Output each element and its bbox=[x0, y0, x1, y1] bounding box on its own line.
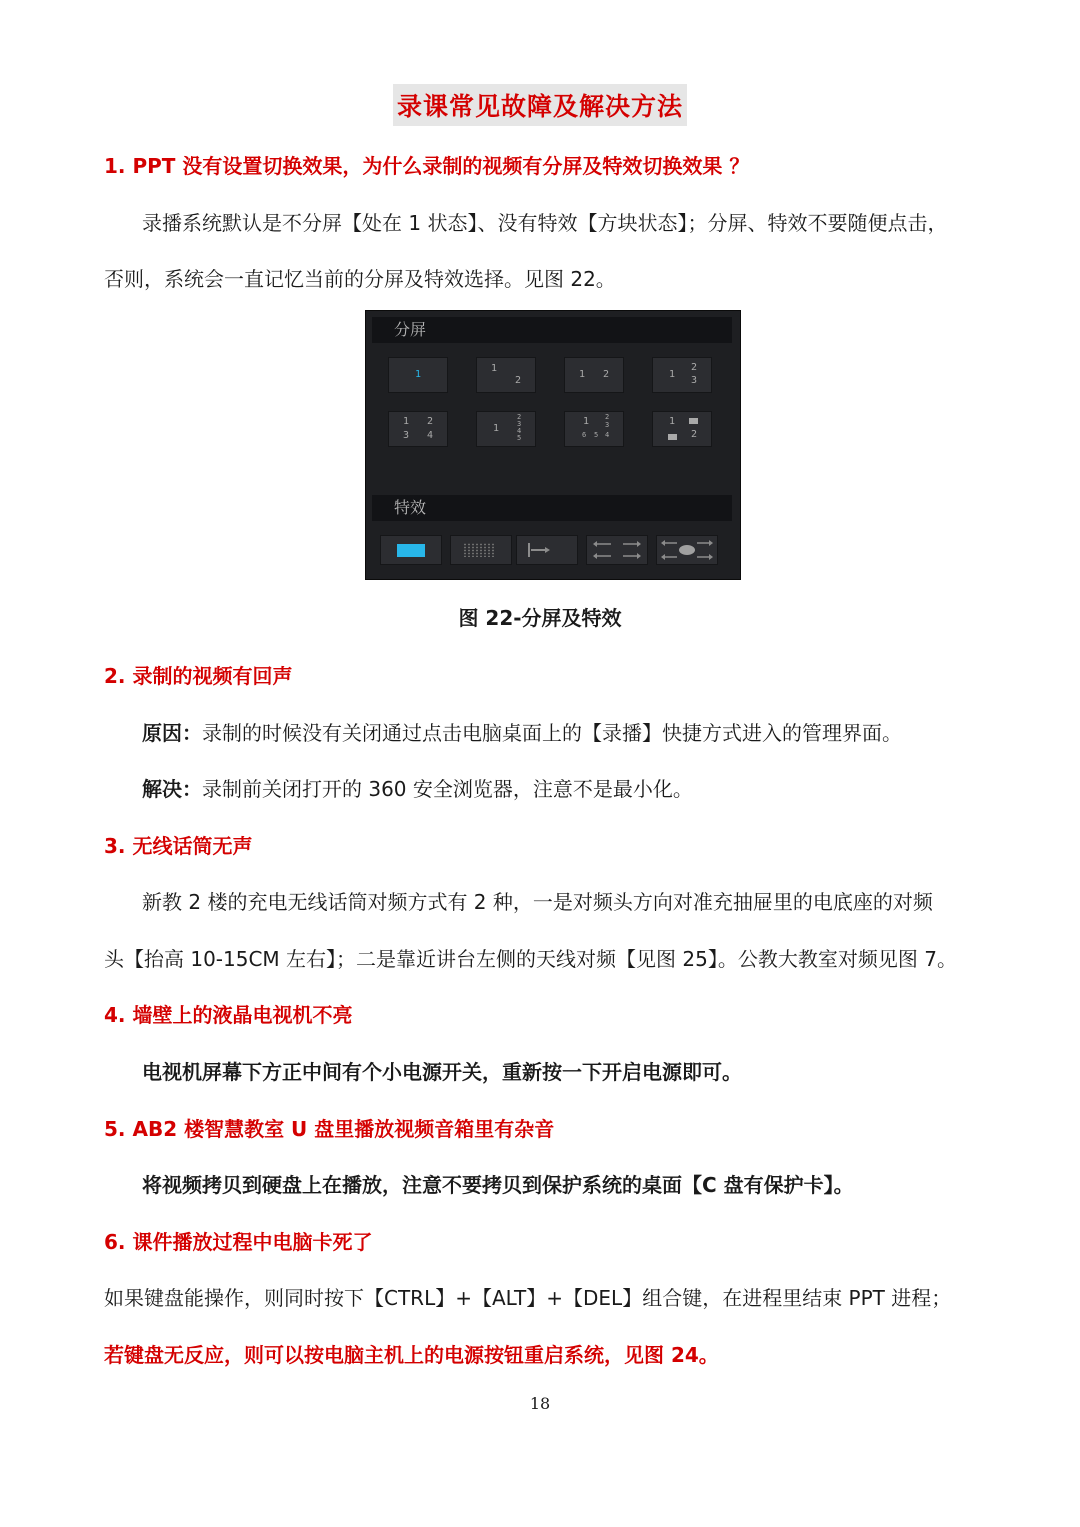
split-2-label-1: 1 bbox=[491, 363, 498, 374]
expand-arrows-icon bbox=[587, 536, 647, 564]
split-6-label-5: 5 bbox=[517, 434, 522, 442]
fix-label: 解决： bbox=[142, 777, 202, 801]
section-3-line-1: 新教 2 楼的充电无线话筒对频方式有 2 种，一是对频头方向对准充抽屉里的电底座的对频 bbox=[142, 890, 933, 914]
split-7-label-3: 3 bbox=[605, 421, 610, 429]
split-7-label-4: 4 bbox=[605, 431, 610, 439]
split-4-label-1: 1 bbox=[669, 369, 676, 380]
split-5-label-4: 4 bbox=[427, 430, 434, 441]
split-8-block-1 bbox=[689, 418, 698, 424]
split-5-button bbox=[388, 411, 448, 447]
square-effect-icon bbox=[397, 544, 425, 557]
effect-circle-button bbox=[656, 535, 718, 565]
split-4-label-2: 2 bbox=[691, 362, 698, 373]
cause-text: 录制的时候没有关闭通过点击电脑桌面上的【录播】快捷方式进入的管理界面。 bbox=[202, 721, 902, 745]
split-7-label-1: 1 bbox=[583, 416, 590, 427]
section-5-heading: 5. AB2 楼智慧教室 U 盘里播放视频音箱里有杂音 bbox=[104, 1117, 555, 1141]
cause-label: 原因： bbox=[142, 721, 202, 745]
split-6-label-3: 3 bbox=[517, 420, 522, 428]
split-8-label-1: 1 bbox=[669, 416, 676, 427]
split-2-button bbox=[476, 357, 536, 393]
split-6-label-4: 4 bbox=[517, 427, 522, 435]
split-4-label-3: 3 bbox=[691, 375, 698, 386]
wipe-arrow-icon bbox=[517, 536, 577, 564]
split-5-label-3: 3 bbox=[403, 430, 410, 441]
split-7-label-6: 6 bbox=[582, 431, 587, 439]
split-4-button bbox=[652, 357, 712, 393]
split-5-label-1: 1 bbox=[403, 416, 410, 427]
page-title: 录课常见故障及解决方法 bbox=[393, 84, 687, 126]
split-label: 分屏 bbox=[372, 317, 732, 343]
split-6-label-2: 2 bbox=[517, 413, 522, 421]
section-4-heading: 4. 墙壁上的液晶电视机不亮 bbox=[104, 1003, 353, 1027]
dots-effect-icon bbox=[463, 543, 495, 557]
section-1-heading: 1. PPT 没有设置切换效果，为什么录制的视频有分屏及特效切换效果 ？ bbox=[104, 154, 750, 178]
split-8-block-2 bbox=[668, 434, 677, 440]
section-6-text: 如果键盘能操作，则同时按下【CTRL】+【ALT】+【DEL】组合键，在进程里结束 PPT 进程； bbox=[104, 1286, 952, 1310]
title-wrap bbox=[0, 84, 1080, 126]
split-3-label-2: 2 bbox=[603, 369, 610, 380]
split-8-button bbox=[652, 411, 712, 447]
split-3-label-1: 1 bbox=[579, 369, 586, 380]
split-effects-panel-image bbox=[365, 310, 741, 580]
split-1-button bbox=[388, 357, 448, 393]
split-1-label-1: 1 bbox=[415, 369, 422, 380]
section-1-line-1: 录播系统默认是不分屏【处在 1 状态】、没有特效【方块状态】；分屏、特效不要随便点击， bbox=[142, 211, 948, 235]
figure-caption: 图 22-分屏及特效 bbox=[458, 606, 622, 630]
section-5-text: 将视频拷贝到硬盘上在播放，注意不要拷贝到保护系统的桌面【C 盘有保护卡】。 bbox=[142, 1173, 854, 1197]
section-2-heading: 2. 录制的视频有回声 bbox=[104, 664, 293, 688]
effect-dots-button bbox=[450, 535, 512, 565]
section-4-text: 电视机屏幕下方正中间有个小电源开关，重新按一下开启电源即可。 bbox=[142, 1060, 742, 1084]
split-5-label-2: 2 bbox=[427, 416, 434, 427]
section-6-red-text: 若键盘无反应，则可以按电脑主机上的电源按钮重启系统，见图 24。 bbox=[104, 1343, 719, 1367]
effect-square-button bbox=[380, 535, 442, 565]
split-7-label-5: 5 bbox=[594, 431, 599, 439]
effects-label: 特效 bbox=[372, 495, 732, 521]
section-6-heading: 6. 课件播放过程中电脑卡死了 bbox=[104, 1230, 373, 1254]
section-3-heading: 3. 无线话筒无声 bbox=[104, 834, 253, 858]
section-3-line-2: 头【抬高 10-15CM 左右】；二是靠近讲台左侧的天线对频【见图 25】。公教大教室对频见图 7。 bbox=[104, 947, 957, 971]
section-2-cause bbox=[142, 717, 902, 746]
split-7-label-2: 2 bbox=[605, 413, 610, 421]
split-6-button bbox=[476, 411, 536, 447]
fix-text: 录制前关闭打开的 360 安全浏览器，注意不是最小化。 bbox=[202, 777, 693, 801]
split-3-button bbox=[564, 357, 624, 393]
section-1-line-2: 否则，系统会一直记忆当前的分屏及特效选择。见图 22。 bbox=[104, 267, 616, 291]
split-8-label-2: 2 bbox=[691, 429, 698, 440]
page-number: 18 bbox=[529, 1394, 551, 1413]
split-7-button bbox=[564, 411, 624, 447]
effect-wipe-button bbox=[516, 535, 578, 565]
split-6-label-1: 1 bbox=[493, 423, 500, 434]
circle-expand-icon bbox=[657, 536, 717, 564]
section-2-fix bbox=[142, 773, 693, 802]
split-2-label-2: 2 bbox=[515, 375, 522, 386]
effect-expand-button bbox=[586, 535, 648, 565]
